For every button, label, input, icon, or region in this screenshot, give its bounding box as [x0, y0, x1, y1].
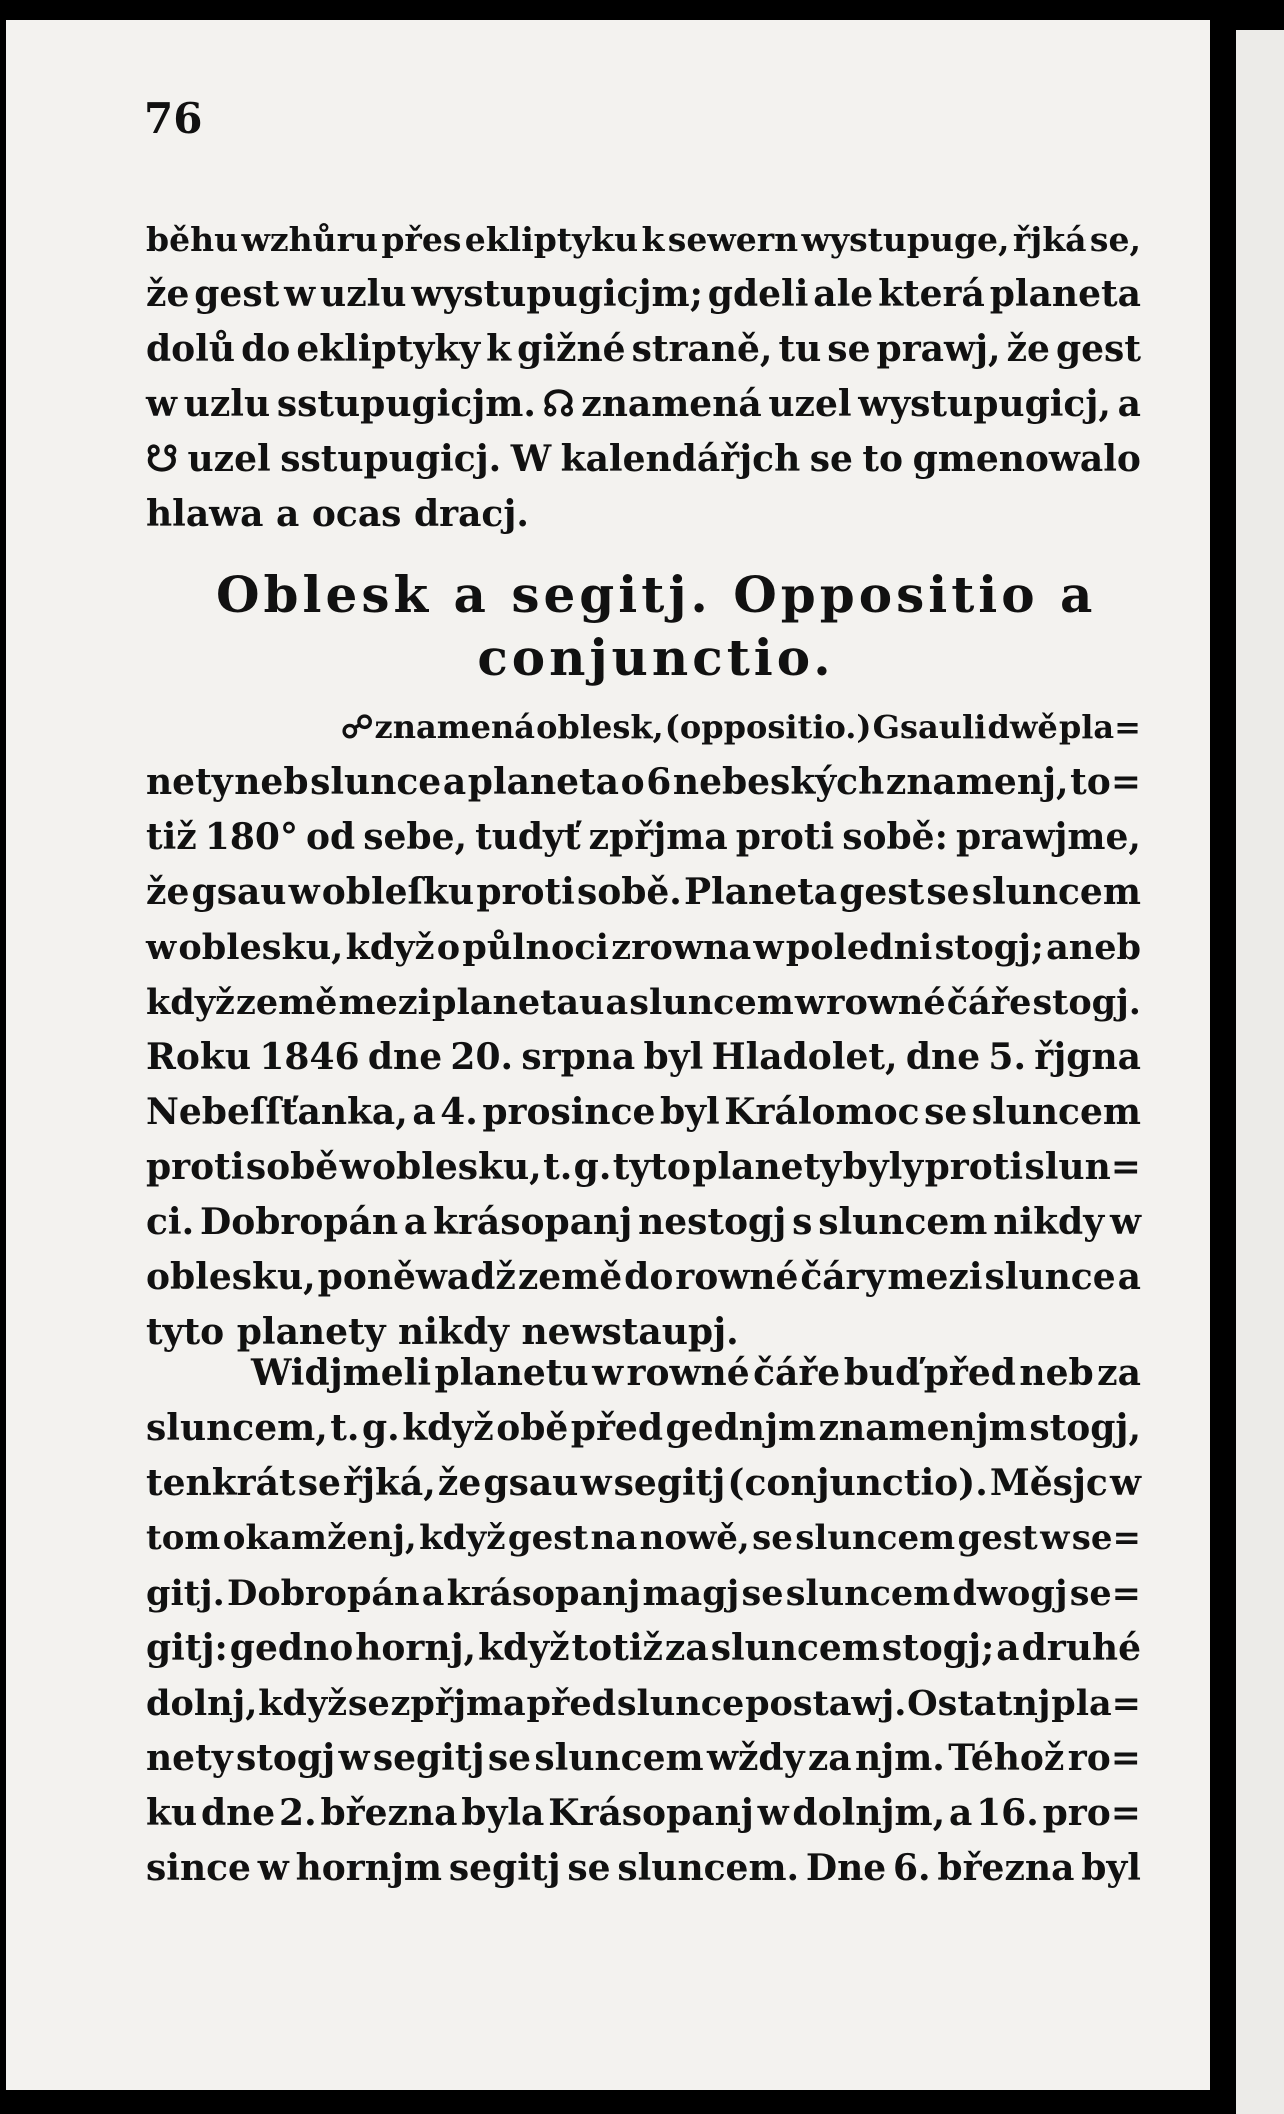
text-line: [146, 1676, 1141, 1731]
word: a: [412, 1091, 436, 1133]
word: sluncem: [818, 1201, 988, 1243]
word: w: [257, 1847, 289, 1889]
word: mezi: [338, 982, 431, 1023]
word: w: [753, 927, 784, 968]
section-heading-continued: conjunctio.: [477, 628, 835, 687]
paragraph-conjunction: [146, 1346, 1141, 1896]
word: neb: [234, 761, 309, 803]
word: W: [510, 438, 552, 480]
word: dne: [200, 1792, 276, 1834]
word: řjgna: [1034, 1036, 1141, 1078]
text-line: [146, 1456, 1141, 1511]
word: w: [592, 1352, 624, 1394]
word: znamená: [374, 708, 535, 746]
word: to: [862, 438, 904, 480]
word: sobě: [245, 1146, 339, 1188]
word: dolnjm,: [792, 1792, 946, 1834]
word: se=: [1069, 1573, 1141, 1614]
word: sluncem: [534, 1737, 704, 1779]
word: znamená: [581, 383, 762, 425]
word: Dobropán: [226, 1573, 420, 1614]
word: Nebeſſťanka,: [146, 1091, 408, 1133]
word: se=: [1071, 1518, 1141, 1558]
text-line: [146, 865, 1141, 920]
text-line: [146, 1401, 1141, 1456]
word: ci.: [146, 1201, 195, 1243]
word: sluncem: [971, 1091, 1141, 1133]
word: když: [345, 927, 435, 968]
word: gsau: [483, 1462, 579, 1504]
word: se,: [1089, 220, 1141, 259]
word: magj: [642, 1573, 740, 1614]
word: řjká,: [343, 1462, 436, 1504]
word: slun=: [1024, 1146, 1141, 1188]
word: mezi: [887, 1256, 983, 1298]
word: o: [436, 927, 461, 968]
word: segitj: [372, 1737, 485, 1779]
word: nebeských: [672, 761, 885, 803]
word: gednjm: [665, 1407, 817, 1449]
word: since: [146, 1847, 251, 1889]
word: to=: [1070, 761, 1141, 803]
word: stogj;: [881, 1627, 995, 1669]
word: že: [1006, 328, 1050, 370]
word: zrowna: [611, 927, 752, 968]
word: sluncem: [785, 1573, 951, 1614]
word: gdeli: [707, 273, 809, 315]
word: poledni: [785, 927, 933, 968]
word: sstupugicj.: [280, 438, 502, 480]
word: a: [996, 1627, 1020, 1669]
word: Ostatnj: [907, 1683, 1051, 1724]
paragraph-opposition: [146, 700, 1141, 1360]
word: že: [146, 871, 190, 913]
word: Gsauli: [872, 708, 987, 746]
word: sewern: [667, 220, 799, 259]
word: nety: [146, 761, 233, 803]
word: planeta: [467, 761, 619, 803]
word: sluncem.: [617, 1847, 800, 1889]
word: 5.: [988, 1036, 1026, 1078]
word: se: [827, 328, 871, 370]
word: w: [338, 1737, 370, 1779]
word: oblesku,: [372, 1146, 542, 1188]
word: že: [437, 1462, 482, 1504]
word: o: [620, 761, 645, 803]
word: se: [347, 1683, 390, 1724]
word: w: [146, 383, 177, 425]
word: a: [421, 1573, 445, 1614]
word: w: [288, 871, 320, 913]
word: tenkrát: [146, 1462, 296, 1504]
word: w: [757, 1792, 789, 1834]
word: tu: [778, 328, 822, 370]
word: a: [1117, 1256, 1141, 1298]
word: kalendářjch: [560, 438, 801, 480]
word: řjká: [1012, 220, 1087, 259]
text-line: hlawa a ocas dracj.: [146, 493, 529, 535]
word: dne: [905, 1036, 981, 1078]
text-line: [146, 1030, 1141, 1085]
word: sluncem: [710, 1627, 880, 1669]
word: oblesku,: [146, 1256, 316, 1298]
word: nestogj: [638, 1201, 787, 1243]
word: ro=: [1067, 1737, 1141, 1779]
word: prawj,: [876, 328, 1001, 370]
word: totiž: [571, 1627, 663, 1669]
word: wystupugicjm;: [411, 273, 703, 315]
word: proti: [146, 1146, 245, 1188]
word: od: [306, 816, 356, 858]
book-page: [6, 20, 1210, 2090]
word: segitj: [448, 1847, 561, 1889]
text-line: [146, 212, 1141, 267]
word: nety: [146, 1737, 233, 1779]
word: která: [878, 273, 985, 315]
word: 20.: [450, 1036, 514, 1078]
word: ale: [813, 273, 874, 315]
word: když: [146, 982, 235, 1023]
word: w: [580, 1462, 612, 1504]
word: Hladolet,: [711, 1036, 898, 1078]
word: dwogj: [952, 1573, 1068, 1614]
word: Roku: [146, 1036, 252, 1078]
word: tom: [146, 1518, 221, 1558]
word: w: [1040, 1518, 1070, 1558]
word: rowné: [626, 1352, 750, 1394]
text-line: [146, 1511, 1141, 1566]
word: 6: [646, 761, 672, 803]
word: běhu: [146, 220, 239, 259]
word: obleſku: [321, 871, 475, 913]
word: do: [624, 1256, 674, 1298]
word: t.: [330, 1407, 360, 1449]
word: března: [320, 1792, 458, 1834]
text-line: [146, 1621, 1141, 1676]
word: planeta: [989, 273, 1141, 315]
word: Widjmeli: [251, 1352, 432, 1394]
word: zpřjma: [588, 816, 728, 858]
word: Planeta: [683, 871, 838, 913]
word: se: [567, 1847, 611, 1889]
word: stogj: [235, 1737, 336, 1779]
word: rowné: [675, 1256, 799, 1298]
word: sstupugicjm.: [276, 383, 536, 425]
word: se: [741, 1573, 784, 1614]
text-line: [146, 1786, 1141, 1841]
word: (conjunctio).: [727, 1462, 988, 1504]
word: Dobropán: [199, 1201, 399, 1243]
word: srpna: [521, 1036, 636, 1078]
text-line: tyto planety nikdy newstaupj.: [146, 1311, 739, 1353]
word: w: [794, 982, 825, 1023]
word: stogj,: [1029, 1407, 1141, 1449]
word: w: [1109, 1201, 1141, 1243]
word: 1846: [259, 1036, 360, 1078]
word: nowě,: [639, 1518, 750, 1558]
word: znamenjm: [818, 1407, 1027, 1449]
word: se: [752, 1518, 793, 1558]
section-heading: Oblesk a segitj. Oppositio a: [216, 565, 1097, 624]
word: přes: [381, 220, 462, 259]
word: když: [258, 1683, 348, 1724]
word: proti: [924, 1146, 1024, 1188]
text-line: [146, 975, 1141, 1030]
word: se: [487, 1737, 532, 1779]
text-line: [146, 1250, 1141, 1305]
word: krásopanj: [446, 1573, 641, 1614]
word: 4.: [440, 1091, 478, 1133]
text-line: [146, 377, 1141, 432]
word: tiž: [146, 816, 197, 858]
text-line: [146, 700, 1141, 755]
word: a: [403, 1201, 428, 1243]
word: neb: [1019, 1352, 1094, 1394]
word: na: [590, 1518, 638, 1558]
word: g.: [361, 1407, 400, 1449]
word: byla: [461, 1792, 545, 1834]
word: obě: [496, 1407, 569, 1449]
word: když: [402, 1407, 494, 1449]
word: gest: [194, 273, 280, 315]
word: gest: [957, 1518, 1038, 1558]
text-line: [146, 1346, 1141, 1401]
text-line: [146, 322, 1141, 377]
word: zpřjma: [390, 1683, 526, 1724]
word: ku: [146, 1792, 198, 1834]
word: Králomoc: [724, 1091, 920, 1133]
word: sluncem: [795, 1518, 956, 1558]
text-line: [146, 920, 1141, 975]
word: tudyť: [475, 816, 581, 858]
word: 16.: [976, 1792, 1039, 1834]
word: t.: [543, 1146, 573, 1188]
word: dne: [367, 1036, 443, 1078]
word: 2.: [279, 1792, 317, 1834]
word: sobě.: [576, 871, 682, 913]
word: čáře: [753, 1352, 841, 1394]
word: hornjm: [295, 1847, 443, 1889]
text-line: [146, 432, 1141, 487]
text-line: [146, 1140, 1141, 1195]
paragraph-nodes: [146, 212, 1141, 542]
word: Dne: [805, 1847, 887, 1889]
word: dolů: [146, 328, 236, 370]
word: do: [241, 328, 291, 370]
word: uzlu: [320, 273, 407, 315]
text-line: [146, 1195, 1141, 1250]
word: ☊: [542, 383, 575, 425]
word: pla=: [1058, 708, 1141, 746]
word: k: [641, 220, 665, 259]
word: sluncem,: [146, 1407, 328, 1449]
text-line: [146, 1841, 1141, 1896]
word: w: [146, 927, 177, 968]
adjacent-page-edge: [1236, 30, 1284, 2114]
word: gest: [507, 1518, 589, 1558]
word: dolnj,: [146, 1683, 258, 1724]
word: znamenj,: [885, 761, 1069, 803]
word: nikdy: [993, 1201, 1105, 1243]
word: když: [419, 1518, 506, 1558]
word: země: [517, 1256, 623, 1298]
word: njm.: [855, 1737, 945, 1779]
word: za: [807, 1737, 852, 1779]
word: slunce: [984, 1256, 1116, 1298]
word: před: [570, 1407, 664, 1449]
word: segitj: [613, 1462, 726, 1504]
word: uzlu: [183, 383, 271, 425]
word: ☍: [341, 708, 374, 746]
word: stogj.: [1032, 982, 1141, 1023]
word: sebe,: [363, 816, 468, 858]
word: pro=: [1042, 1792, 1141, 1834]
word: půlnoci: [462, 927, 609, 968]
word: gest: [1055, 328, 1141, 370]
word: před: [526, 1683, 617, 1724]
word: Měsjc: [989, 1462, 1108, 1504]
word: w: [284, 273, 316, 315]
word: Téhož: [948, 1737, 1065, 1779]
word: gižné: [517, 328, 626, 370]
word: sluncem: [971, 871, 1141, 913]
word: postawj.: [745, 1683, 907, 1724]
word: k: [486, 328, 512, 370]
word: proti: [735, 816, 835, 858]
word: gsau: [191, 871, 287, 913]
word: čáře: [946, 982, 1032, 1023]
word: s: [792, 1201, 813, 1243]
word: gitj.: [146, 1573, 225, 1614]
word: byly: [842, 1146, 924, 1188]
word: oblesku,: [178, 927, 344, 968]
word: země: [235, 982, 338, 1023]
word: 6.: [893, 1847, 931, 1889]
text-line: [146, 1566, 1141, 1621]
word: se: [926, 871, 970, 913]
word: oblesk,: [536, 708, 664, 746]
word: za: [664, 1627, 709, 1669]
word: hornj,: [355, 1627, 477, 1669]
word: ekliptyky: [296, 328, 481, 370]
word: a: [605, 982, 629, 1023]
text-line: [146, 1085, 1141, 1140]
word: ekliptyku: [464, 220, 639, 259]
word: gitj:: [146, 1627, 228, 1669]
word: a: [442, 761, 467, 803]
word: gedno: [229, 1627, 354, 1669]
word: proti: [476, 871, 575, 913]
word: sobě:: [842, 816, 948, 858]
word: Krásopanj: [548, 1792, 754, 1834]
word: pla=: [1051, 1683, 1141, 1724]
word: března: [937, 1847, 1075, 1889]
text-line: [146, 1731, 1141, 1786]
word: před: [923, 1352, 1016, 1394]
word: byl: [643, 1036, 704, 1078]
word: prawjme,: [955, 816, 1141, 858]
word: krásopanj: [433, 1201, 633, 1243]
word: uzel: [187, 438, 271, 480]
word: když: [478, 1627, 570, 1669]
word: že: [146, 273, 190, 315]
text-line: [146, 810, 1141, 865]
word: tyto: [612, 1146, 691, 1188]
word: planetu: [434, 1352, 589, 1394]
word: w: [1109, 1462, 1141, 1504]
word: stogj;: [934, 927, 1044, 968]
word: 180°: [204, 816, 298, 858]
word: ☋: [146, 438, 178, 480]
word: byl: [1081, 1847, 1141, 1889]
word: uzel: [768, 383, 852, 425]
word: planety: [692, 1146, 842, 1188]
text-line: [146, 267, 1141, 322]
word: wystupuge,: [801, 220, 1010, 259]
word: wystupugicj,: [858, 383, 1111, 425]
word: gest: [839, 871, 925, 913]
text-line: [146, 755, 1141, 810]
word: wždy: [706, 1737, 805, 1779]
word: za: [1097, 1352, 1141, 1394]
word: poněwadž: [317, 1256, 516, 1298]
word: rowné: [826, 982, 946, 1023]
word: w: [339, 1146, 371, 1188]
word: planetau: [432, 982, 605, 1023]
word: gmenowalo: [912, 438, 1141, 480]
word: (oppositio.): [664, 708, 872, 746]
word: sluncem: [629, 982, 794, 1023]
word: straně,: [631, 328, 773, 370]
word: byl: [659, 1091, 720, 1133]
word: okamženj,: [222, 1518, 417, 1558]
word: druhé: [1021, 1627, 1141, 1669]
word: buď: [843, 1352, 921, 1394]
word: wzhůru: [241, 220, 378, 259]
word: a: [1117, 383, 1141, 425]
word: a: [948, 1792, 973, 1834]
word: g.: [573, 1146, 612, 1188]
word: se: [297, 1462, 341, 1504]
page-number: 76: [144, 94, 203, 143]
word: dwě: [987, 708, 1058, 746]
word: se: [924, 1091, 968, 1133]
word: aneb: [1046, 927, 1141, 968]
word: čáry: [800, 1256, 886, 1298]
word: slunce: [310, 761, 442, 803]
word: slunce: [616, 1683, 745, 1724]
word: prosince: [482, 1091, 656, 1133]
word: se: [809, 438, 853, 480]
